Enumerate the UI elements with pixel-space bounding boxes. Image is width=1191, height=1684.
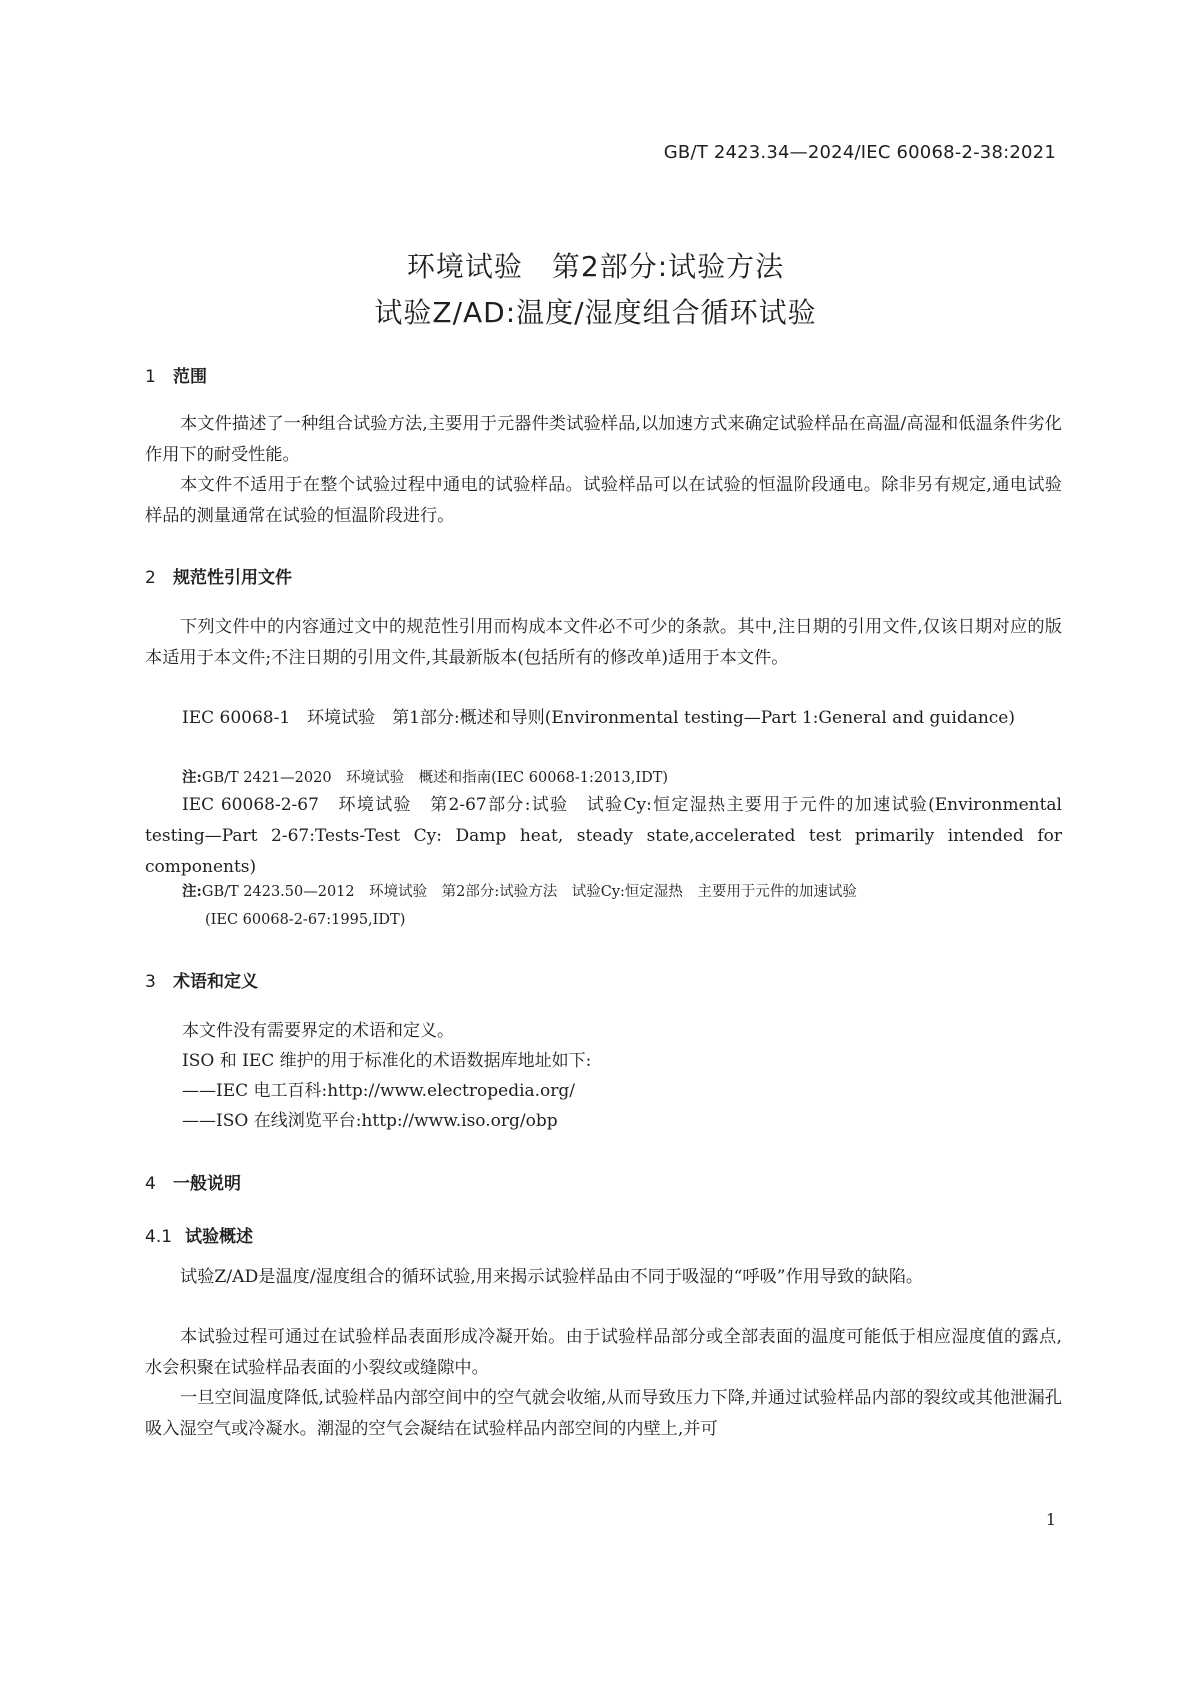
overview-paragraph-2: 本试验过程可通过在试验样品表面形成冷凝开始。由于试验样品部分或全部表面的温度可能低于相应湿度值的露点,水会积聚在试验样品表面的小裂纹或缝隙中。 xyxy=(145,1327,1062,1378)
section-title: 术语和定义 xyxy=(173,972,258,992)
section-4-1-heading xyxy=(145,1222,253,1247)
document-title-line2: 试验Z/AD:温度/湿度组合循环试验 xyxy=(374,296,817,329)
normative-intro: 下列文件中的内容通过文中的规范性引用而构成本文件必不可少的条款。其中,注日期的引用文件,仅该日期对应的版本适用于本文件;不注日期的引用文件,其最新版本(包括所有的修改单)适用于本文件。 xyxy=(145,617,1062,668)
note-2-continuation: (IEC 60068-2-67:1995,IDT) xyxy=(205,912,406,928)
overview-paragraph-1: 试验Z/AD是温度/湿度组合的循环试验,用来揭示试验样品由不同于吸湿的“呼吸”作用导致的缺陷。 xyxy=(180,1267,924,1287)
standard-number: GB/T 2423.34—2024/IEC 60068-2-38:2021 xyxy=(663,142,1056,163)
page-number: 1 xyxy=(1045,1510,1056,1529)
section-number: 2 xyxy=(145,568,156,588)
section-number: 4 xyxy=(145,1174,156,1194)
section-4-heading xyxy=(145,1169,241,1194)
terms-electropedia-link: ——IEC 电工百科:http://www.electropedia.org/ xyxy=(182,1081,576,1101)
section-title: 规范性引用文件 xyxy=(173,568,292,588)
section-3-heading xyxy=(145,967,258,992)
note-2 xyxy=(182,877,857,907)
terms-line-2: ISO 和 IEC 维护的用于标准化的术语数据库地址如下: xyxy=(182,1051,592,1071)
scope-paragraph-2: 本文件不适用于在整个试验过程中通电的试验样品。试验样品可以在试验的恒温阶段通电。除非另有规定,通电试验样品的测量通常在试验的恒温阶段进行。 xyxy=(145,475,1062,526)
section-title: 范围 xyxy=(173,367,207,387)
section-2-heading xyxy=(145,563,292,588)
normative-reference-1: IEC 60068-1 环境试验 第1部分:概述和导则(Environmental testing—Part 1:General and guidance) xyxy=(182,708,1015,728)
overview-paragraph-3: 一旦空间温度降低,试验样品内部空间中的空气就会收缩,从而导致压力下降,并通过试验样品内部的裂纹或其他泄漏孔吸入湿空气或冷凝水。潮湿的空气会凝结在试验样品内部空间的内壁上,并可 xyxy=(145,1388,1062,1439)
section-number: 3 xyxy=(145,972,156,992)
section-number: 4.1 xyxy=(145,1227,173,1247)
normative-reference-2: IEC 60068-2-67 环境试验 第2-67部分:试验 试验Cy:恒定湿热主要用于元件的加速试验(Environmental testing—Part 2-67:Tests-Test Cy: Damp heat, steady state,accelerated test primarily intended for components) xyxy=(145,795,1062,877)
terms-iso-obp-link: ——ISO 在线浏览平台:http://www.iso.org/obp xyxy=(182,1111,558,1131)
document-title-line1: 环境试验 第2部分:试验方法 xyxy=(406,250,785,283)
section-title: 试验概述 xyxy=(185,1227,253,1247)
note-1 xyxy=(182,763,668,793)
note-text: GB/T 2423.50—2012 环境试验 第2部分:试验方法 试验Cy:恒定湿热 主要用于元件的加速试验 xyxy=(201,884,857,900)
note-text: GB/T 2421—2020 环境试验 概述和指南(IEC 60068-1:2013,IDT) xyxy=(201,770,669,786)
scope-paragraph-1: 本文件描述了一种组合试验方法,主要用于元器件类试验样品,以加速方式来确定试验样品在高温/高湿和低温条件劣化作用下的耐受性能。 xyxy=(145,414,1062,465)
section-title: 一般说明 xyxy=(173,1174,241,1194)
section-1-heading xyxy=(145,362,207,387)
note-label: 注: xyxy=(182,769,202,786)
section-number: 1 xyxy=(145,367,156,387)
terms-line-1: 本文件没有需要界定的术语和定义。 xyxy=(182,1021,454,1041)
note-label: 注: xyxy=(182,883,202,900)
